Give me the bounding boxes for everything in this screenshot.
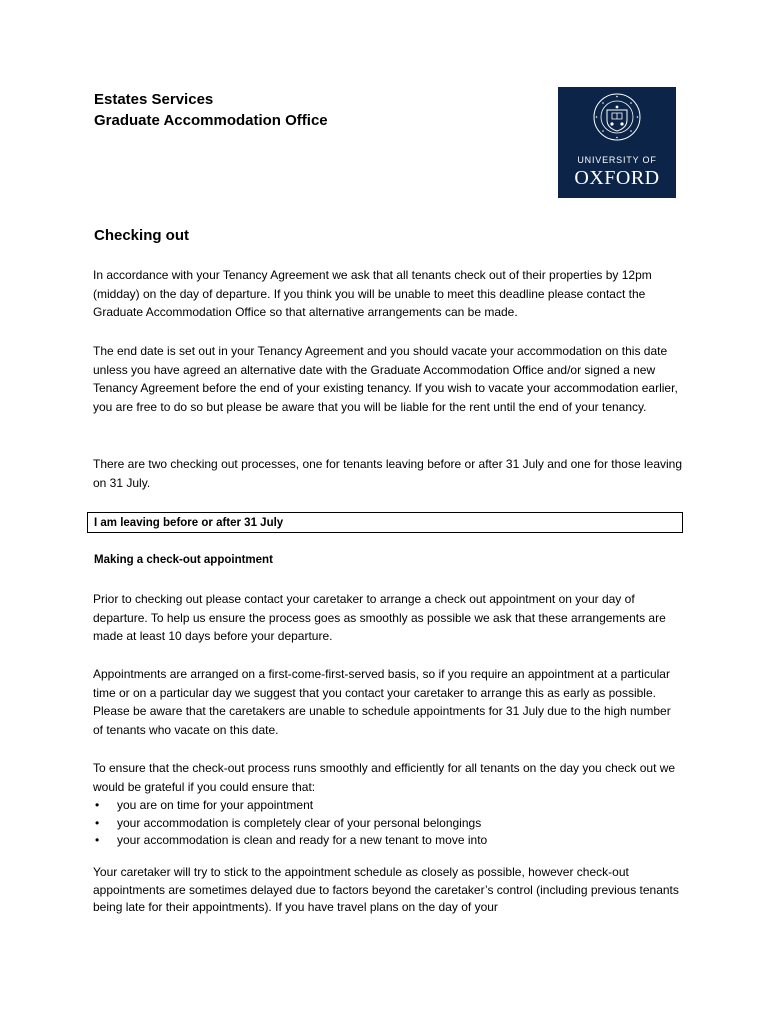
bullet-icon: • <box>95 798 100 812</box>
list-item <box>93 832 683 850</box>
list-item-text: you are on time for your appointment <box>117 798 314 812</box>
list-item-text: your accommodation is completely clear of your personal belongings <box>117 815 482 830</box>
section-heading-box: I am leaving before or after 31 July <box>87 512 683 533</box>
university-logo <box>558 87 676 198</box>
header-line-1: Estates Services <box>94 91 214 108</box>
checkout-requirements-list <box>93 797 683 850</box>
paragraph-checkout-deadline: In accordance with your Tenancy Agreement we ask that all tenants check out of their properties by 12pm (midday) on the day of departure. If you think you will be unable to meet this deadline please contact the Graduate Accommodation Office so that alternative arrangements can be made. <box>93 268 652 320</box>
logo-text-oxford: OXFORD <box>574 167 660 189</box>
logo-text-university-of: UNIVERSITY OF <box>577 155 657 165</box>
office-header <box>94 89 328 131</box>
list-item-text: your accommodation is clean and ready for a new tenant to move into <box>117 833 488 847</box>
bullet-icon: • <box>95 833 100 847</box>
bullet-icon: • <box>95 815 100 830</box>
paragraph-appointment-delays: Your caretaker will try to stick to the appointment schedule as closely as possible, however check-out appointments are sometimes delayed due to factors beyond the caretaker’s control (including previous tenants being late for their appointments). If you have travel plans on the day of your <box>93 865 679 914</box>
paragraph-end-date: The end date is set out in your Tenancy Agreement and you should vacate your accommodation on this date unless you have agreed an alternative date with the Graduate Accommodation Office and/or signed a new Tenancy Agreement before the end of your existing tenancy. If you wish to vacate your accommodation earlier, you are free to do so but please be aware that you will be liable for the rent until the end of your tenancy. <box>93 344 678 415</box>
paragraph-ensure-smooth: To ensure that the check-out process runs smoothly and efficiently for all tenants on the day you check out we would be grateful if you could ensure that: <box>93 761 676 794</box>
list-item <box>93 815 683 833</box>
paragraph-contact-caretaker: Prior to checking out please contact your caretaker to arrange a check out appointment on your day of departure. To help us ensure the process goes as smoothly as possible we ask that these arrangements are made at least 10 days before your departure. <box>93 592 666 644</box>
subheading-appointment: Making a check-out appointment <box>94 554 273 566</box>
paragraph-first-come: Appointments are arranged on a first-come-first-served basis, so if you require an appointment at a particular time or on a particular day we suggest that you contact your caretaker to arrange this as early as possible. Please be aware that the caretakers are unable to schedule appointments for 31 July due to the high number of tenants who vacate on this date. <box>93 667 671 738</box>
list-item <box>93 797 683 815</box>
page-title: Checking out <box>94 227 190 244</box>
oxford-seal-icon <box>592 92 642 142</box>
header-line-2: Graduate Accommodation Office <box>94 112 328 129</box>
paragraph-two-processes: There are two checking out processes, one for tenants leaving before or after 31 July and one for those leaving on 31 July. <box>93 457 683 490</box>
